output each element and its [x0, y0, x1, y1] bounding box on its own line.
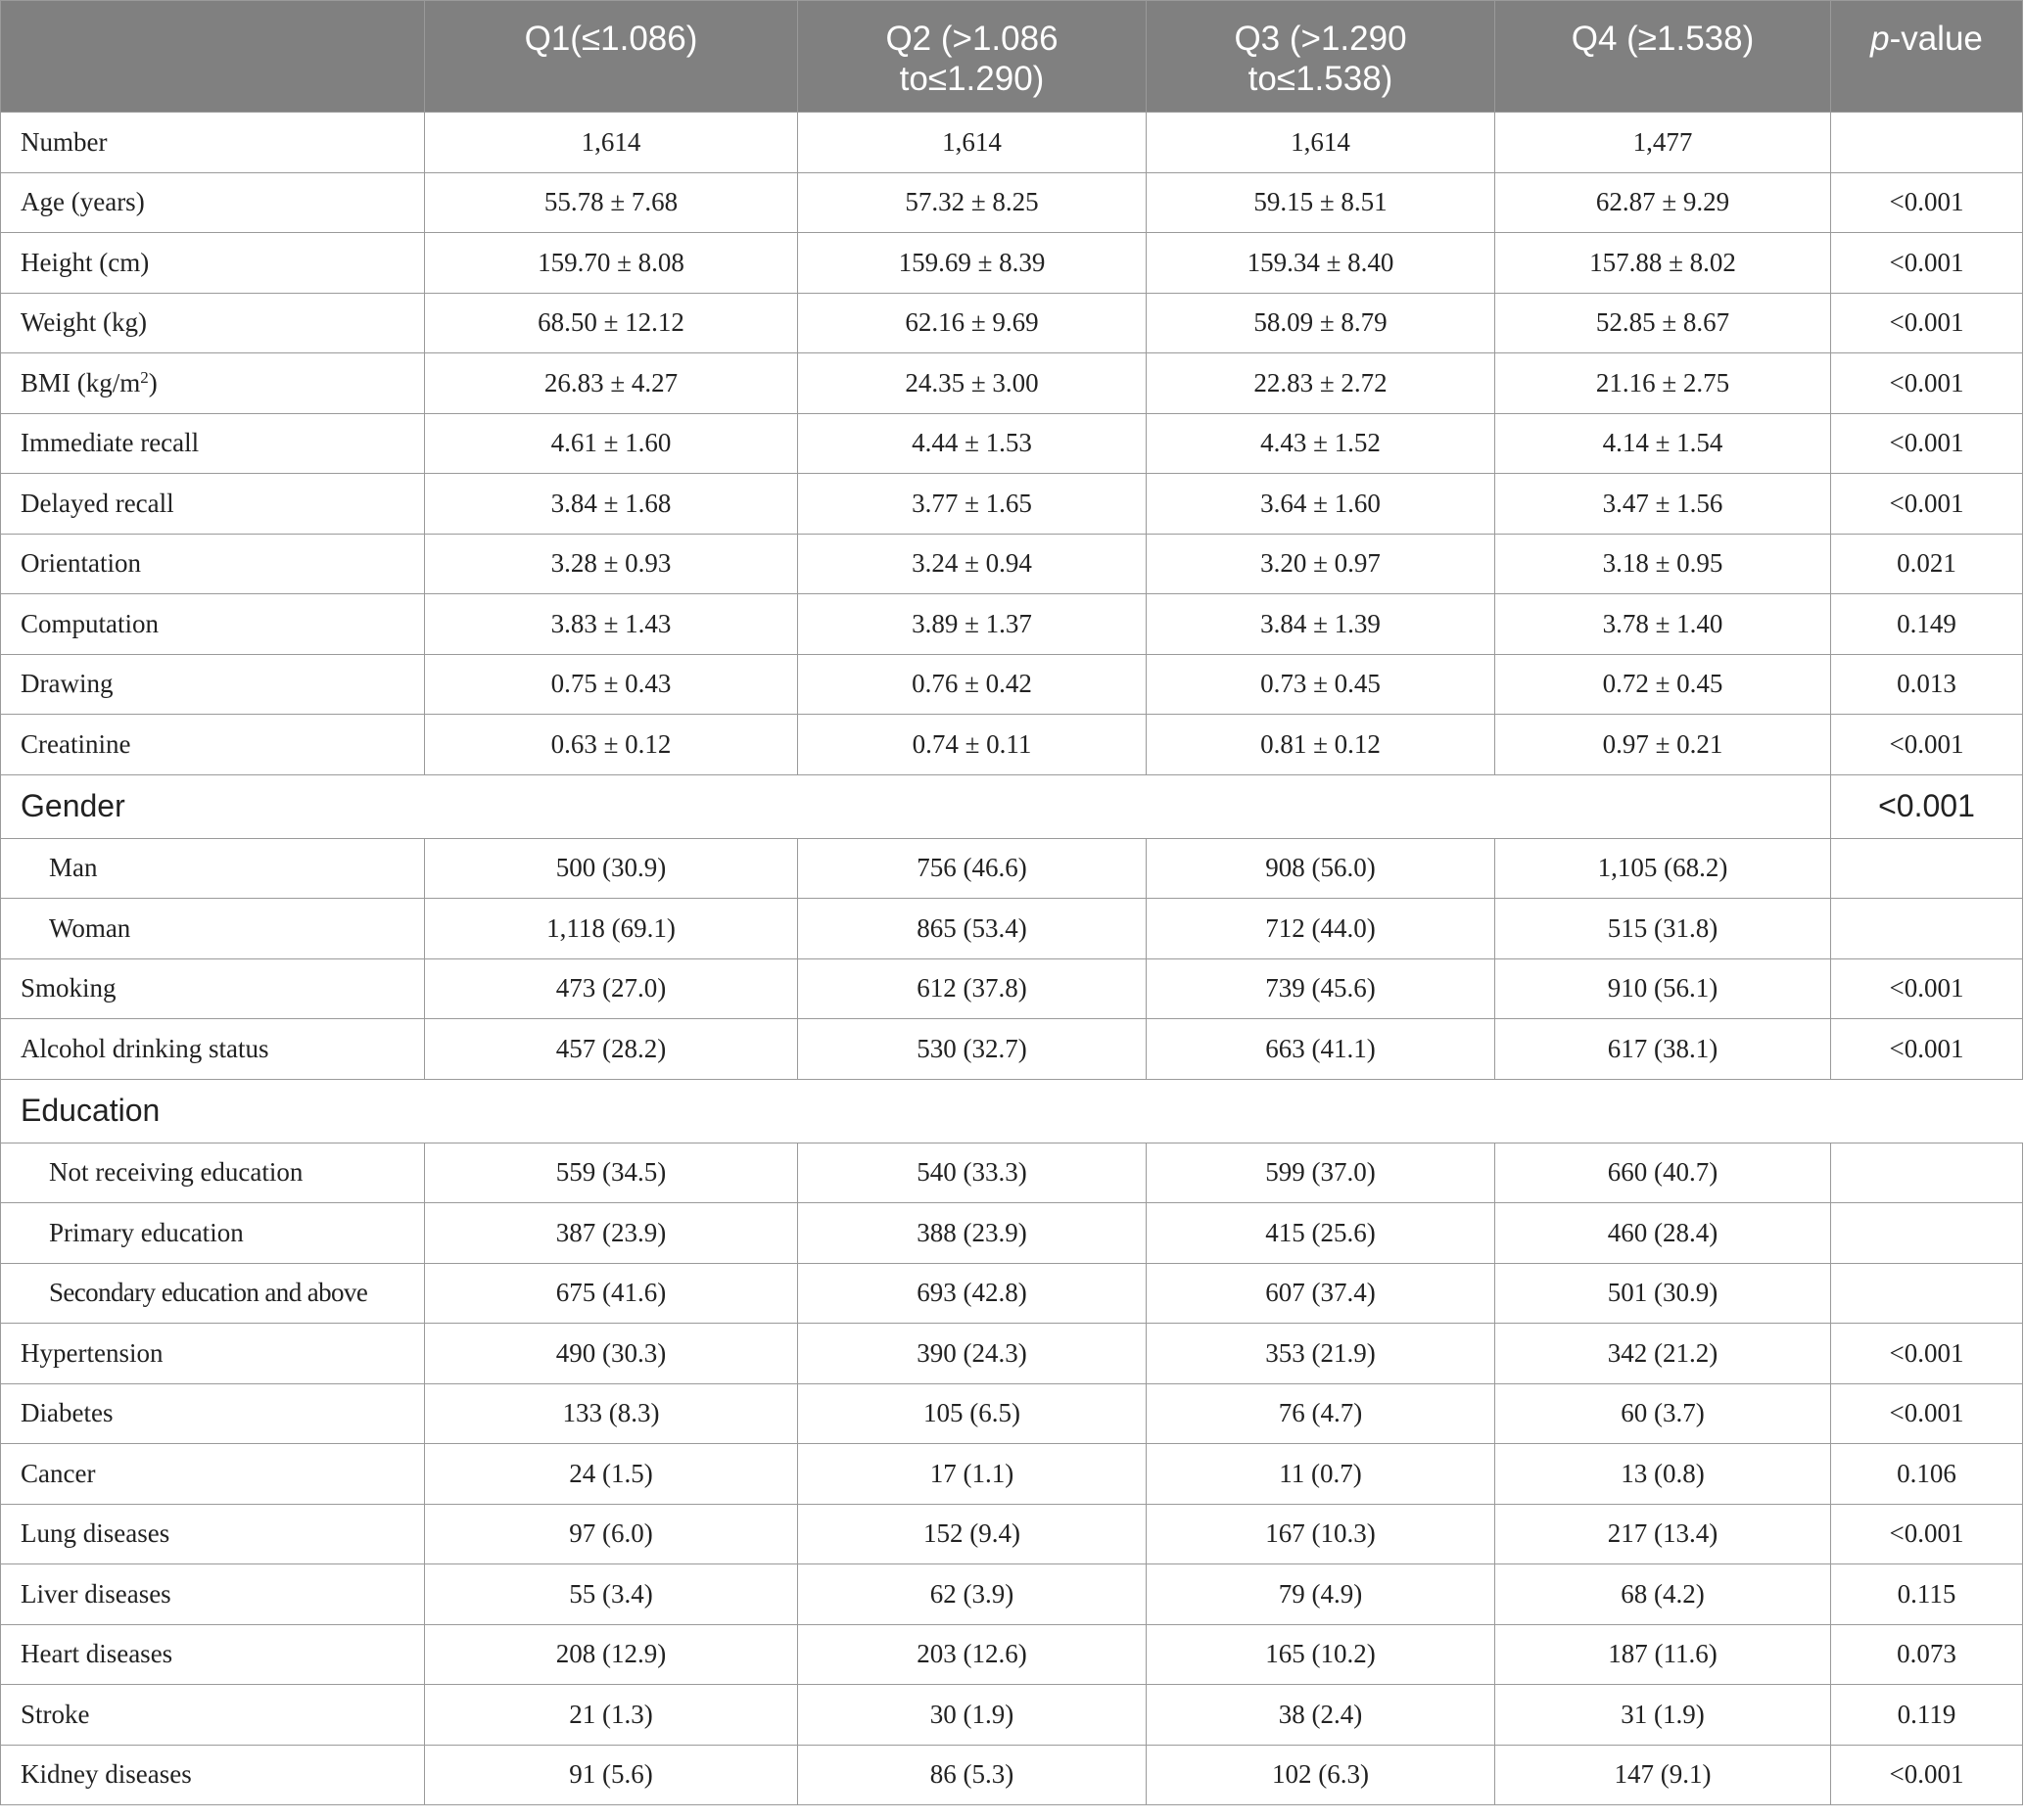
row-primary-education [1, 1203, 2023, 1264]
header-blank [1, 1, 425, 113]
cell-q1: 3.84 ± 1.68 [425, 474, 798, 535]
cell-p-value: <0.001 [1831, 172, 2023, 233]
cell-q2: 57.32 ± 8.25 [798, 172, 1147, 233]
cell-q2: 3.24 ± 0.94 [798, 534, 1147, 594]
row-smoking [1, 958, 2023, 1019]
cell-q3: 76 (4.7) [1147, 1383, 1495, 1444]
header-q3-line2: to≤1.538) [1247, 60, 1393, 98]
cell-q4: 62.87 ± 9.29 [1495, 172, 1831, 233]
row-label: Computation [1, 594, 425, 655]
bmi-label-post: ) [148, 367, 158, 397]
header-q2-line1: Q2 (>1.086 [885, 20, 1059, 58]
row-age [1, 172, 2023, 233]
cell-q4: 147 (9.1) [1495, 1745, 1831, 1805]
header-q3 [1147, 1, 1495, 113]
cell-p-value: <0.001 [1831, 1019, 2023, 1080]
cell-q4: 13 (0.8) [1495, 1444, 1831, 1505]
cell-q2: 390 (24.3) [798, 1324, 1147, 1384]
cell-p-value [1831, 1263, 2023, 1324]
row-label: Kidney diseases [1, 1745, 425, 1805]
cell-p-value: <0.001 [1831, 774, 2023, 838]
row-kidney-diseases [1, 1745, 2023, 1805]
cell-p-value: <0.001 [1831, 353, 2023, 414]
row-label: Cancer [1, 1444, 425, 1505]
cell-q1: 559 (34.5) [425, 1143, 798, 1203]
header-q3-line1: Q3 (>1.290 [1234, 20, 1407, 58]
cell-q1: 3.83 ± 1.43 [425, 594, 798, 655]
cell-q3: 59.15 ± 8.51 [1147, 172, 1495, 233]
cell-q2: 530 (32.7) [798, 1019, 1147, 1080]
cell-p-value [1831, 838, 2023, 899]
cell-q3: 11 (0.7) [1147, 1444, 1495, 1505]
row-label: Number [1, 113, 425, 173]
row-label: Orientation [1, 534, 425, 594]
cell-q3: 79 (4.9) [1147, 1564, 1495, 1625]
cell-q3: 167 (10.3) [1147, 1504, 1495, 1564]
header-p-rest: -value [1889, 20, 1983, 58]
cell-q2: 4.44 ± 1.53 [798, 413, 1147, 474]
bmi-label-pre: BMI (kg/m [21, 367, 141, 397]
cell-q2: 0.74 ± 0.11 [798, 715, 1147, 775]
row-orientation [1, 534, 2023, 594]
table-body [1, 113, 2023, 1805]
cell-q3: 739 (45.6) [1147, 958, 1495, 1019]
cell-p-value: 0.073 [1831, 1624, 2023, 1685]
cell-p-value: 0.115 [1831, 1564, 2023, 1625]
row-man [1, 838, 2023, 899]
row-label: Lung diseases [1, 1504, 425, 1564]
row-diabetes [1, 1383, 2023, 1444]
cell-p-value: <0.001 [1831, 1324, 2023, 1384]
cell-q2: 62 (3.9) [798, 1564, 1147, 1625]
row-label: Not receiving education [1, 1143, 425, 1203]
cell-q3: 102 (6.3) [1147, 1745, 1495, 1805]
row-label: Height (cm) [1, 233, 425, 294]
cell-p-value: <0.001 [1831, 1745, 2023, 1805]
row-label: Secondary education and above [1, 1263, 425, 1324]
cell-q4: 3.18 ± 0.95 [1495, 534, 1831, 594]
cell-p-value [1831, 899, 2023, 959]
row-drawing [1, 654, 2023, 715]
row-height [1, 233, 2023, 294]
cell-q2: 24.35 ± 3.00 [798, 353, 1147, 414]
cell-q4: 3.47 ± 1.56 [1495, 474, 1831, 535]
cell-q1: 0.63 ± 0.12 [425, 715, 798, 775]
header-q4-text: Q4 (≥1.538) [1571, 20, 1755, 58]
cell-q3: 1,614 [1147, 113, 1495, 173]
row-label: Liver diseases [1, 1564, 425, 1625]
cell-q2: 865 (53.4) [798, 899, 1147, 959]
cell-q4: 187 (11.6) [1495, 1624, 1831, 1685]
cell-q2: 756 (46.6) [798, 838, 1147, 899]
cell-p-value: 0.149 [1831, 594, 2023, 655]
cell-q3: 607 (37.4) [1147, 1263, 1495, 1324]
cell-q2: 86 (5.3) [798, 1745, 1147, 1805]
cell-q3: 22.83 ± 2.72 [1147, 353, 1495, 414]
cell-q3: 599 (37.0) [1147, 1143, 1495, 1203]
row-computation [1, 594, 2023, 655]
cell-q2: 388 (23.9) [798, 1203, 1147, 1264]
section-gender [1, 774, 2023, 838]
cell-p-value: <0.001 [1831, 233, 2023, 294]
row-label: Drawing [1, 654, 425, 715]
cell-q1: 3.28 ± 0.93 [425, 534, 798, 594]
row-lung-diseases [1, 1504, 2023, 1564]
cell-q2: 17 (1.1) [798, 1444, 1147, 1505]
row-label: Man [1, 838, 425, 899]
row-label: Woman [1, 899, 425, 959]
row-label: Stroke [1, 1685, 425, 1746]
cell-q3: 3.84 ± 1.39 [1147, 594, 1495, 655]
cell-q4: 52.85 ± 8.67 [1495, 293, 1831, 353]
cell-q3: 415 (25.6) [1147, 1203, 1495, 1264]
cell-q3: 908 (56.0) [1147, 838, 1495, 899]
row-label [1, 353, 425, 414]
cell-q2: 1,614 [798, 113, 1147, 173]
cell-q3: 165 (10.2) [1147, 1624, 1495, 1685]
row-label: Smoking [1, 958, 425, 1019]
cell-q1: 91 (5.6) [425, 1745, 798, 1805]
cell-q4: 60 (3.7) [1495, 1383, 1831, 1444]
cell-p-value: <0.001 [1831, 715, 2023, 775]
cell-p-value: <0.001 [1831, 958, 2023, 1019]
section-label-education: Education [1, 1079, 2023, 1143]
cell-q3: 353 (21.9) [1147, 1324, 1495, 1384]
cell-q2: 693 (42.8) [798, 1263, 1147, 1324]
cell-q1: 21 (1.3) [425, 1685, 798, 1746]
cell-q1: 387 (23.9) [425, 1203, 798, 1264]
cell-q4: 1,105 (68.2) [1495, 838, 1831, 899]
header-q2 [798, 1, 1147, 113]
header-q1-text: Q1(≤1.086) [524, 20, 698, 58]
row-immediate-recall [1, 413, 2023, 474]
row-alcohol [1, 1019, 2023, 1080]
cell-q3: 0.73 ± 0.45 [1147, 654, 1495, 715]
cell-p-value: <0.001 [1831, 1383, 2023, 1444]
section-label-gender: Gender [1, 774, 1831, 838]
row-label: Weight (kg) [1, 293, 425, 353]
section-education [1, 1079, 2023, 1143]
table-header [1, 1, 2023, 113]
header-row [1, 1, 2023, 113]
row-label: Primary education [1, 1203, 425, 1264]
cell-q2: 540 (33.3) [798, 1143, 1147, 1203]
cell-q2: 30 (1.9) [798, 1685, 1147, 1746]
cell-q1: 4.61 ± 1.60 [425, 413, 798, 474]
row-hypertension [1, 1324, 2023, 1384]
cell-q4: 31 (1.9) [1495, 1685, 1831, 1746]
cell-q1: 24 (1.5) [425, 1444, 798, 1505]
cell-q1: 0.75 ± 0.43 [425, 654, 798, 715]
cell-p-value: 0.013 [1831, 654, 2023, 715]
cell-q4: 501 (30.9) [1495, 1263, 1831, 1324]
cell-q4: 1,477 [1495, 113, 1831, 173]
row-not-receiving-education [1, 1143, 2023, 1203]
cell-q4: 342 (21.2) [1495, 1324, 1831, 1384]
row-delayed-recall [1, 474, 2023, 535]
cell-q1: 55 (3.4) [425, 1564, 798, 1625]
cell-q1: 26.83 ± 4.27 [425, 353, 798, 414]
cell-q3: 3.20 ± 0.97 [1147, 534, 1495, 594]
cell-p-value [1831, 1203, 2023, 1264]
cell-q4: 0.97 ± 0.21 [1495, 715, 1831, 775]
cell-q2: 3.77 ± 1.65 [798, 474, 1147, 535]
cell-q1: 208 (12.9) [425, 1624, 798, 1685]
cell-q2: 612 (37.8) [798, 958, 1147, 1019]
row-creatinine [1, 715, 2023, 775]
cell-q2: 62.16 ± 9.69 [798, 293, 1147, 353]
cell-q4: 217 (13.4) [1495, 1504, 1831, 1564]
cell-q4: 68 (4.2) [1495, 1564, 1831, 1625]
cell-p-value: 0.119 [1831, 1685, 2023, 1746]
cell-q1: 1,118 (69.1) [425, 899, 798, 959]
row-bmi [1, 353, 2023, 414]
cell-q2: 203 (12.6) [798, 1624, 1147, 1685]
cell-q4: 460 (28.4) [1495, 1203, 1831, 1264]
row-label: Alcohol drinking status [1, 1019, 425, 1080]
cell-q1: 159.70 ± 8.08 [425, 233, 798, 294]
row-liver-diseases [1, 1564, 2023, 1625]
row-woman [1, 899, 2023, 959]
bmi-label-superscript: 2 [140, 367, 149, 387]
row-label: Hypertension [1, 1324, 425, 1384]
cell-q2: 152 (9.4) [798, 1504, 1147, 1564]
cell-p-value: <0.001 [1831, 1504, 2023, 1564]
cell-q1: 55.78 ± 7.68 [425, 172, 798, 233]
header-p-value [1831, 1, 2023, 113]
row-cancer [1, 1444, 2023, 1505]
cell-q2: 159.69 ± 8.39 [798, 233, 1147, 294]
cell-q3: 38 (2.4) [1147, 1685, 1495, 1746]
cell-q1: 490 (30.3) [425, 1324, 798, 1384]
header-q1 [425, 1, 798, 113]
cell-q4: 910 (56.1) [1495, 958, 1831, 1019]
cell-q4: 4.14 ± 1.54 [1495, 413, 1831, 474]
cell-q4: 0.72 ± 0.45 [1495, 654, 1831, 715]
cell-q4: 21.16 ± 2.75 [1495, 353, 1831, 414]
cell-q1: 133 (8.3) [425, 1383, 798, 1444]
row-label: Delayed recall [1, 474, 425, 535]
cell-q1: 500 (30.9) [425, 838, 798, 899]
cell-q4: 515 (31.8) [1495, 899, 1831, 959]
cell-q3: 159.34 ± 8.40 [1147, 233, 1495, 294]
cell-q1: 473 (27.0) [425, 958, 798, 1019]
header-q2-line2: to≤1.290) [899, 60, 1045, 98]
cell-p-value [1831, 113, 2023, 173]
header-q4 [1495, 1, 1831, 113]
cell-q1: 97 (6.0) [425, 1504, 798, 1564]
row-number [1, 113, 2023, 173]
row-label: Diabetes [1, 1383, 425, 1444]
cell-q2: 105 (6.5) [798, 1383, 1147, 1444]
row-label: Immediate recall [1, 413, 425, 474]
cell-p-value [1831, 1143, 2023, 1203]
row-label: Age (years) [1, 172, 425, 233]
row-heart-diseases [1, 1624, 2023, 1685]
header-p-italic: p [1870, 20, 1890, 58]
cell-q1: 457 (28.2) [425, 1019, 798, 1080]
row-secondary-education [1, 1263, 2023, 1324]
cell-p-value: <0.001 [1831, 413, 2023, 474]
cell-q4: 617 (38.1) [1495, 1019, 1831, 1080]
cell-q2: 0.76 ± 0.42 [798, 654, 1147, 715]
cell-q1: 1,614 [425, 113, 798, 173]
cell-q4: 660 (40.7) [1495, 1143, 1831, 1203]
cell-p-value: 0.106 [1831, 1444, 2023, 1505]
cell-p-value: <0.001 [1831, 293, 2023, 353]
row-weight [1, 293, 2023, 353]
cell-q3: 0.81 ± 0.12 [1147, 715, 1495, 775]
cell-q1: 675 (41.6) [425, 1263, 798, 1324]
cell-q4: 157.88 ± 8.02 [1495, 233, 1831, 294]
cell-q2: 3.89 ± 1.37 [798, 594, 1147, 655]
cell-q3: 58.09 ± 8.79 [1147, 293, 1495, 353]
row-label: Creatinine [1, 715, 425, 775]
cell-q3: 663 (41.1) [1147, 1019, 1495, 1080]
cell-q3: 3.64 ± 1.60 [1147, 474, 1495, 535]
cell-q3: 712 (44.0) [1147, 899, 1495, 959]
row-label: Heart diseases [1, 1624, 425, 1685]
cell-p-value: <0.001 [1831, 474, 2023, 535]
cell-q4: 3.78 ± 1.40 [1495, 594, 1831, 655]
row-stroke [1, 1685, 2023, 1746]
cell-q1: 68.50 ± 12.12 [425, 293, 798, 353]
cell-p-value: 0.021 [1831, 534, 2023, 594]
cell-q3: 4.43 ± 1.52 [1147, 413, 1495, 474]
